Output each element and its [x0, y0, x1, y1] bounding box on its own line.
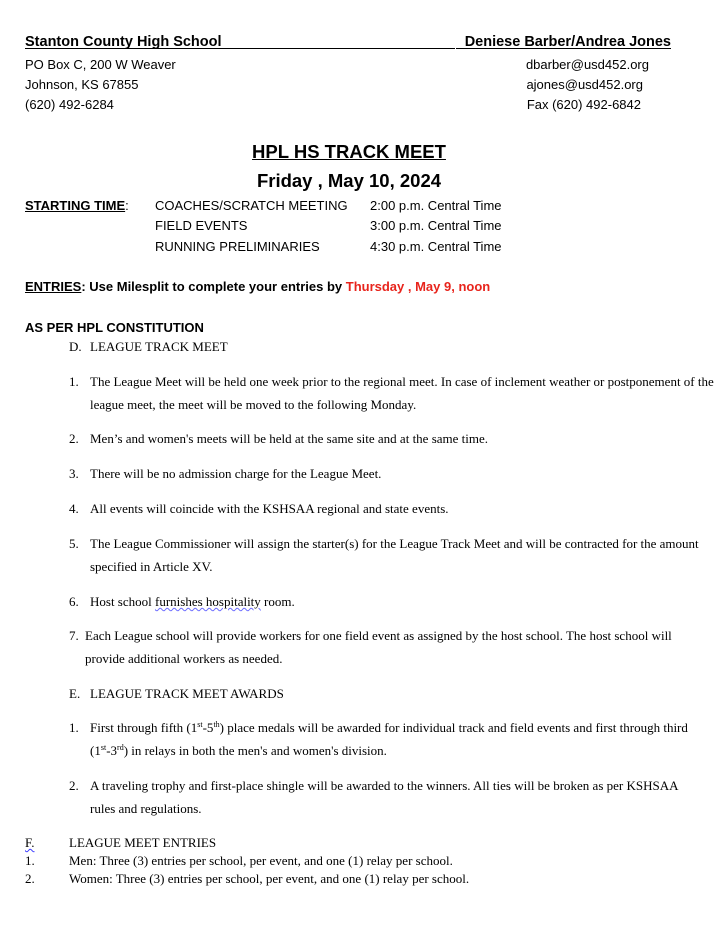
item-superscript: rd: [117, 743, 124, 752]
section-f-letter: F.: [25, 835, 35, 850]
section-d-title: LEAGUE TRACK MEET: [90, 339, 228, 354]
item-number: 1.: [69, 374, 79, 389]
section-f-title: LEAGUE MEET ENTRIES: [69, 835, 217, 850]
item-text: Men’s and women's meets will be held at the same site and at the same time.: [90, 431, 489, 446]
item-text-part: -5: [202, 720, 214, 735]
item-text: [90, 590, 715, 613]
school-address-line1: PO Box C, 200 W Weaver: [25, 57, 176, 72]
section-d-letter: D.: [69, 339, 82, 354]
item-text: [85, 624, 695, 670]
entries-text: : Use Milesplit to complete your entries by: [81, 279, 346, 294]
schedule-time-2: 3:00 p.m. Central Time: [370, 218, 502, 233]
item-text-part: ) place medals will be awarded for individual track and field events and first through third (1: [90, 720, 688, 758]
item-number: 1.: [69, 720, 79, 735]
item-text-part: ) in relays in both the men's and women's division.: [123, 743, 387, 758]
schedule-event-1: COACHES/SCRATCH MEETING: [155, 198, 348, 213]
item-text-after: room.: [260, 594, 295, 609]
schedule-time-1: 2:00 p.m. Central Time: [370, 198, 502, 213]
school-address-line2: Johnson, KS 67855: [25, 77, 139, 92]
section-f-item-number: 1.: [25, 853, 35, 868]
contact-email-1: dbarber@usd452.org: [525, 57, 649, 72]
item-number: 2.: [69, 778, 79, 793]
entries-label: ENTRIES: [25, 279, 82, 294]
schedule-event-2: FIELD EVENTS: [155, 218, 248, 233]
item-text: The League Meet will be held one week prior to the regional meet. In case of inclement weather or postponement of the league meet, the meet will be moved to the following Monday.: [90, 374, 714, 412]
section-e-title: LEAGUE TRACK MEET AWARDS: [90, 686, 284, 701]
contact-names: Deniese Barber/Andrea Jones: [464, 34, 671, 50]
section-e-letter: E.: [69, 686, 81, 701]
item-number: 2.: [69, 431, 79, 446]
item-number: 7.: [69, 628, 79, 643]
item-text-part: First through fifth (1: [90, 720, 198, 735]
starting-time-label: STARTING TIME: [25, 198, 126, 213]
schedule-event-3: RUNNING PRELIMINARIES: [155, 239, 320, 254]
item-text: All events will coincide with the KSHSAA regional and state events.: [90, 501, 449, 516]
item-text-part: -3: [106, 743, 118, 758]
item-number: 6.: [69, 594, 79, 609]
schedule-time-3: 4:30 p.m. Central Time: [370, 239, 502, 254]
entries-deadline: Thursday , May 9, noon: [345, 279, 491, 294]
item-number: 5.: [69, 536, 79, 551]
item-text: [90, 716, 710, 762]
school-phone: (620) 492-6284: [25, 97, 114, 112]
item-superscript: th: [213, 720, 220, 729]
item-number: 4.: [69, 501, 79, 516]
item-text: The League Commissioner will assign the starter(s) for the League Track Meet and will be contracted for the amount specified in Article XV.: [90, 536, 699, 574]
school-name: Stanton County High School: [25, 34, 222, 50]
item-superscript: st: [100, 743, 107, 752]
item-text: A traveling trophy and first-place shingle will be awarded to the winners. All ties will be broken as per KSHSAA rules and regulations.: [90, 778, 678, 816]
entries-line: [25, 279, 490, 294]
section-f-item-text: Men: Three (3) entries per school, per event, and one (1) relay per school.: [69, 853, 453, 868]
section-f-item-number: 2.: [25, 871, 35, 886]
item-text-body: Each League school will provide workers for one field event as assigned by the host school. The host school will provide additional workers as needed.: [85, 628, 672, 666]
starting-time-label-wrap: [25, 198, 129, 213]
item-text-before: Host school: [90, 594, 155, 609]
item-superscript: st: [197, 720, 203, 729]
section-f-item-text: Women: Three (3) entries per school, per event, and one (1) relay per school.: [69, 871, 470, 886]
contact-email-2: ajones@usd452.org: [526, 77, 643, 92]
meet-date: Friday , May 10, 2024: [256, 170, 442, 191]
item-text: There will be no admission charge for the League Meet.: [90, 466, 382, 481]
item-text-flagged: furnishes hospitality: [155, 594, 261, 609]
contact-fax: Fax (620) 492-6842: [526, 97, 641, 112]
constitution-heading: AS PER HPL CONSTITUTION: [25, 320, 204, 335]
item-number: 3.: [69, 466, 79, 481]
meet-title: HPL HS TRACK MEET: [252, 141, 446, 162]
starting-time-colon: :: [125, 198, 129, 213]
